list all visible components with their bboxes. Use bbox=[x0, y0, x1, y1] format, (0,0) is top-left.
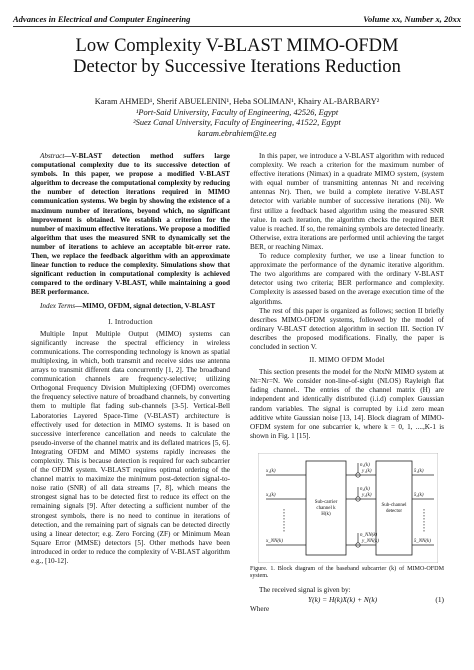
section-title-introduction: I. Introduction bbox=[108, 317, 153, 326]
right-paragraph-2: To reduce complexity further, we use a linear function to approximate the performance of the dynamic iterative algorithm. The two algorithms are compared with the ordinary V-BLAST detector using two criteria; BER performance and complexity. Complexity is assessed based on the average execution time of the algorithms. bbox=[250, 252, 444, 306]
input-label-1: x₁(k) bbox=[266, 469, 276, 474]
index-terms bbox=[31, 302, 230, 311]
input-label-2: x₂(k) bbox=[266, 493, 276, 498]
abstract-lead: Abstract bbox=[40, 152, 65, 160]
output-label-3: x̂_NN(k) bbox=[414, 539, 431, 544]
abstract bbox=[31, 152, 230, 298]
abstract-text: —V-BLAST detection method suffers large computational complexity due to its successive detection of symbols. In this paper, we propose a modified V-BLAST algorithm to decrease the computational complexity by reducing the number of detection iterations required in MIMO communication systems. We begin by showing the existence of a maximum number of iterations, beyond which, no significant improvement is obtained. We establish a criterion for the number of maximum effective iterations. We propose a modified algorithm that uses the measured SNR to dynamically set the number of iterations to achieve an acceptable bit-error rate. Then, we replace the feedback algorithm with an approximate linear function to reduce the complexity. Simulations show that significant reduction in computational complexity is achieved compared to the ordinary V-BLAST, while maintaining a good BER performance. bbox=[31, 152, 230, 297]
figure-frame bbox=[258, 453, 438, 563]
equation-text: Y(k) = H(k)X(k) + N(k) bbox=[308, 595, 378, 605]
detector-label-2: detector bbox=[385, 509, 403, 514]
right-paragraph-3: The rest of this paper is organized as follows; section II briefly describes MIMO-OFDM systems, followed by the model of ordinary V-BLAST detection algorithm in section III. Section IV describes the proposed modifications. Finally, the paper is concluded in section V. bbox=[250, 306, 444, 351]
right-paragraph-1: In this paper, we introduce a V-BLAST algorithm with reduced complexity. We reach a criterion for the maximum number of effective iterations (Nimax) in a quadrate MIMO system, (system with equal number of transmitting antennas Nt and receiving antennas Nr). Then, we build a complete iterative V-BLAST detector with variable number of successive iterations (Ni). We first utilize a feedback based algorithm using the measured SNR value. In each iteration, the algorithm checks the required BER value is reached. If so, the remaining symbols are detected linearly. Otherwise, extra iterations are performed until achieving the target BER, or reaching Nimax. bbox=[250, 152, 444, 251]
mid-label-2: y₂(k) bbox=[362, 493, 372, 498]
title-line-2: Detector by Successive Iterations Reduction bbox=[73, 57, 401, 77]
section-title-model: II. MIMO OFDM Model bbox=[309, 356, 385, 365]
equation-block bbox=[250, 586, 444, 614]
noise-label-1: n₁(k) bbox=[360, 463, 370, 468]
right-column-top bbox=[250, 152, 444, 441]
volume-info: Volume xx, Number x, 20xx bbox=[363, 14, 461, 24]
author-block bbox=[0, 97, 474, 139]
detector-label-1: Sub-channel bbox=[381, 503, 407, 508]
left-column bbox=[31, 152, 230, 566]
affiliation-2: ²Suez Canal University, Faculty of Engineering, 41522, Egypt bbox=[133, 118, 341, 127]
mid-label-1: y₁(k) bbox=[362, 469, 372, 474]
figure-caption: Figure. 1. Block diagram of the baseband subcarrier (k) of MIMO-OFDM system. bbox=[250, 566, 444, 580]
mimo-ofdm-block-diagram bbox=[258, 453, 438, 563]
author-names: Karam AHMED¹, Sherif ABUELENIN¹, Heba SOLIMAN¹, Khairy AL-BARBARY² bbox=[94, 97, 380, 106]
index-terms-text: —MIMO, OFDM, signal detection, V-BLAST bbox=[75, 301, 216, 310]
mid-label-3: y_NN(k) bbox=[362, 539, 379, 544]
output-label-1: x̂₁(k) bbox=[414, 469, 424, 474]
model-paragraph: This section presents the model for the NtxNr MIMO system at Nt=Nr=N. We consider non-line-of-sight (NLOS) Rayleigh flat fading channel.. The entries of the channel matrix (H) are independent and identically distributed (i.i.d) complex Gaussian random variables. The signal is corrupted by i.i.d zero mean additive white Gaussian noise [13, 14]. Block diagram of MIMO-OFDM system for one subcarrier k, where k = 0, 1, ....,K-1 is shown in Fig. 1 [15]. bbox=[250, 368, 444, 440]
equation-number: (1) bbox=[435, 595, 444, 605]
detector-block bbox=[376, 461, 412, 555]
index-terms-lead: Index Terms bbox=[40, 301, 76, 310]
input-label-3: x_NN(k) bbox=[266, 539, 283, 544]
title-line-1: Low Complexity V-BLAST MIMO-OFDM bbox=[75, 36, 399, 56]
channel-label-1: Sub-carrier bbox=[314, 500, 338, 505]
author-email: karam.ebrahiem@te.eg bbox=[197, 128, 277, 138]
affiliation-1: ¹Port-Said University, Faculty of Engineering, 42526, Egypt bbox=[135, 107, 339, 117]
channel-label-3: H(k) bbox=[321, 512, 331, 517]
received-signal-text: The received signal is given by: bbox=[259, 586, 351, 594]
intro-paragraph: Multiple Input Multiple Output (MIMO) systems can significantly increase the spectral efficiency in wireless communications. The corresponding technology is known as spatial multiplexing, in which, both transmit and receive sides use antenna arrays to transmit different data concurrently [1, 2]. The broadband communication channels are frequency-selective; utilizing Orthogonal Frequency Division Multiplexing (OFDM) overcomes the frequency selective nature of broadband channels, by converting them to multiple flat fading sub-channels [3-5]. Vertical-Bell Laboratories Layered Space-Time (V-BLAST) architecture is effectively used for detection in MIMO systems. It is based on successive interference cancellation and needs to calculate the pseudo-inverse of the channel matrix and its deflated matrices [5, 6]. Integrating OFDM and MIMO systems rapidly increases the complexity. This is because detection is required for each subcarrier of the OFDM system. V-BLAST requires optimal ordering of the channel matrix to maximize the minimum post-detection signal-to-noise ratio (SNR) of all data streams [7, 8], which means the strongest signal has to be detected first to reduce its effect on the remaining signals [9]. After detecting a sufficient number of the strongest symbols, there is no need to continue in iterations of detection, and the remaining part of signals can be detected directly using a linear detector; e.g. Zero Forcing (ZF) or Minimum Mean Square Error (MMSE) detectors [5]. Other methods have been introduced in order to reduce the complexity of V-BLAST algorithm e.g., [10-12]. bbox=[31, 329, 230, 566]
header-rule bbox=[13, 26, 461, 27]
noise-label-2: n₂(k) bbox=[360, 487, 370, 492]
noise-label-3: n_NN(k) bbox=[360, 533, 378, 538]
where-text: Where bbox=[250, 605, 270, 614]
paper-title bbox=[0, 36, 474, 78]
equation-1 bbox=[250, 595, 444, 605]
journal-name: Advances in Electrical and Computer Engineering bbox=[13, 14, 191, 24]
output-label-2: x̂₂(k) bbox=[414, 493, 424, 498]
channel-label-2: channel k bbox=[316, 506, 336, 511]
